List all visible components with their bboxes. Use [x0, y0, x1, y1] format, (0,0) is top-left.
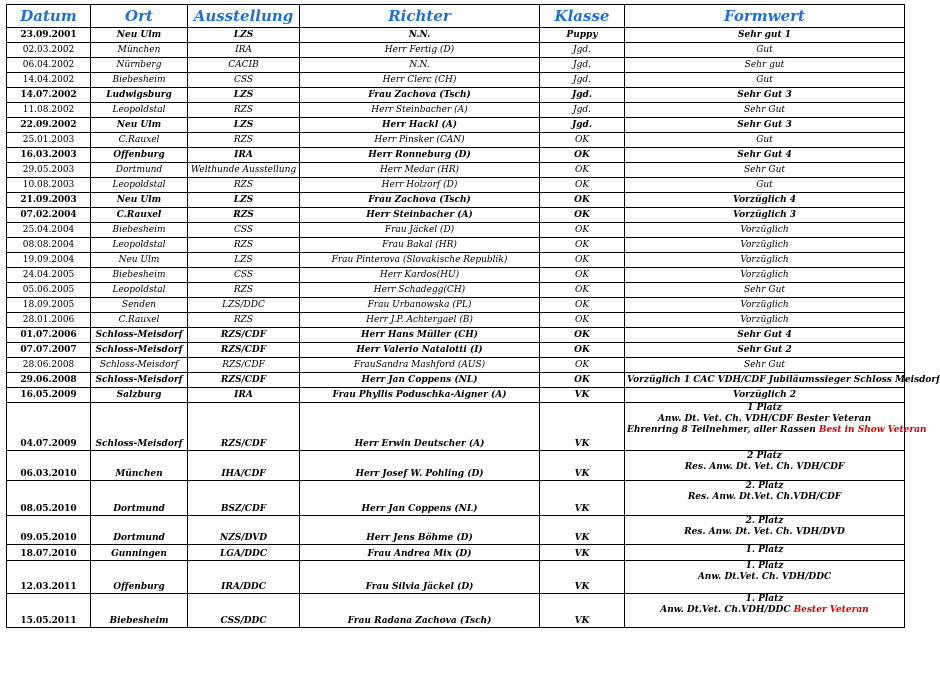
cell-klasse: OK [540, 358, 625, 373]
cell-ausstellung: Welthunde Ausstellung [188, 163, 300, 178]
cell-date: 29.05.2003 [7, 163, 91, 178]
cell-ausstellung: NZS/DVD [188, 516, 300, 545]
cell-formwert: Vorzüglich [625, 223, 905, 238]
cell-formwert: Gut [625, 43, 905, 58]
cell-richter: Herr Ronneburg (D) [300, 148, 540, 163]
formwert-text: Anw. Dt.Vet. Ch.VDH/DDC [660, 605, 791, 615]
cell-klasse: OK [540, 313, 625, 328]
cell-klasse: VK [540, 594, 625, 628]
cell-ort: Neu Ulm [91, 253, 188, 268]
formwert-text: Res. Anw. Dt. Vet. Ch. VDH/DVD [684, 527, 845, 537]
table-row [7, 118, 905, 133]
cell-date: 05.06.2005 [7, 283, 91, 298]
cell-date: 22.09.2002 [7, 118, 91, 133]
cell-ort: München [91, 451, 188, 481]
cell-richter: Herr Pinsker (CAN) [300, 133, 540, 148]
cell-date: 16.05.2009 [7, 388, 91, 403]
cell-ort: Biebesheim [91, 594, 188, 628]
cell-date: 09.05.2010 [7, 516, 91, 545]
cell-richter: Herr Hans Müller (CH) [300, 328, 540, 343]
table-row [7, 268, 905, 283]
cell-richter: N.N. [300, 58, 540, 73]
cell-richter: Herr Clerc (CH) [300, 73, 540, 88]
cell-ausstellung: CSS [188, 268, 300, 283]
cell-formwert [625, 594, 905, 628]
formwert-line [627, 403, 902, 414]
cell-richter: Frau Andrea Mix (D) [300, 545, 540, 561]
table-row [7, 298, 905, 313]
cell-ort: München [91, 43, 188, 58]
cell-date: 14.07.2002 [7, 88, 91, 103]
cell-klasse: OK [540, 268, 625, 283]
cell-date: 04.07.2009 [7, 403, 91, 451]
cell-ausstellung: RZS/CDF [188, 343, 300, 358]
cell-richter: N.N. [300, 28, 540, 43]
formwert-text: 2. Platz [745, 516, 784, 526]
formwert-line [627, 451, 902, 462]
formwert-text: 2 Platz [747, 451, 782, 461]
cell-richter: Herr Josef W. Pohling (D) [300, 451, 540, 481]
cell-richter: Frau Bakal (HR) [300, 238, 540, 253]
cell-ausstellung: LGA/DDC [188, 545, 300, 561]
table-row [7, 148, 905, 163]
cell-klasse: OK [540, 178, 625, 193]
table-row [7, 88, 905, 103]
formwert-text: Res. Anw. Dt. Vet. Ch. VDH/CDF [684, 462, 845, 472]
cell-formwert: Vorzüglich [625, 268, 905, 283]
cell-klasse: OK [540, 148, 625, 163]
cell-richter: Frau Radana Zachova (Tsch) [300, 594, 540, 628]
formwert-text: 1. Platz [745, 545, 784, 555]
cell-ausstellung: IHA/CDF [188, 451, 300, 481]
cell-ausstellung: LZS [188, 253, 300, 268]
header-ausstellung: Ausstellung [188, 5, 300, 28]
cell-richter: Frau Zachova (Tsch) [300, 193, 540, 208]
cell-ausstellung: RZS/CDF [188, 358, 300, 373]
cell-klasse: OK [540, 163, 625, 178]
cell-formwert: Vorzüglich [625, 298, 905, 313]
cell-klasse: OK [540, 343, 625, 358]
cell-ort: Schloss-Meisdorf [91, 343, 188, 358]
cell-klasse: Jgd. [540, 58, 625, 73]
formwert-line [627, 545, 902, 556]
cell-formwert [625, 451, 905, 481]
cell-klasse: OK [540, 193, 625, 208]
header-richter: Richter [300, 5, 540, 28]
formwert-text: 2. Platz [745, 481, 784, 491]
table-row [7, 73, 905, 88]
cell-klasse: Jgd. [540, 43, 625, 58]
cell-klasse: OK [540, 328, 625, 343]
cell-ausstellung: RZS [188, 283, 300, 298]
cell-ort: Biebesheim [91, 223, 188, 238]
cell-ort: Neu Ulm [91, 28, 188, 43]
table-row [7, 103, 905, 118]
cell-formwert: Sehr gut 1 [625, 28, 905, 43]
cell-richter: Frau Zachova (Tsch) [300, 88, 540, 103]
table-row [7, 561, 905, 594]
cell-ausstellung: CSS [188, 223, 300, 238]
cell-ort: Schloss-Meisdorf [91, 373, 188, 388]
cell-date: 25.01.2003 [7, 133, 91, 148]
table-row [7, 373, 905, 388]
table-row [7, 208, 905, 223]
cell-date: 28.06.2008 [7, 358, 91, 373]
cell-ort: Gunningen [91, 545, 188, 561]
header-formwert: Formwert [625, 5, 905, 28]
cell-klasse: OK [540, 283, 625, 298]
table-row [7, 481, 905, 516]
cell-richter: Herr Erwin Deutscher (A) [300, 403, 540, 451]
cell-ort: Neu Ulm [91, 118, 188, 133]
formwert-text: Anw. Dt.Vet. Ch. VDH/DDC [697, 572, 832, 582]
cell-date: 07.07.2007 [7, 343, 91, 358]
cell-date: 18.09.2005 [7, 298, 91, 313]
cell-richter: Herr Jens Böhme (D) [300, 516, 540, 545]
cell-ort: Leopoldstal [91, 238, 188, 253]
cell-ort: Leopoldstal [91, 103, 188, 118]
cell-klasse: Puppy [540, 28, 625, 43]
formwert-text: 1. Platz [745, 594, 784, 604]
cell-ort: Ludwigsburg [91, 88, 188, 103]
cell-ausstellung: CACIB [188, 58, 300, 73]
cell-date: 28.01.2006 [7, 313, 91, 328]
cell-formwert: Vorzüglich [625, 313, 905, 328]
formwert-line [627, 481, 902, 492]
cell-ort: Offenburg [91, 148, 188, 163]
cell-klasse: OK [540, 253, 625, 268]
cell-ort: Biebesheim [91, 73, 188, 88]
header-datum: Datum [7, 5, 91, 28]
cell-richter: Herr Holzorf (D) [300, 178, 540, 193]
cell-klasse: Jgd. [540, 118, 625, 133]
cell-ort: Leopoldstal [91, 283, 188, 298]
cell-formwert [625, 403, 927, 451]
formwert-text: Anw. Dt. Vet. Ch. VDH/CDF Bester Veteran [657, 414, 872, 424]
formwert-line [627, 462, 902, 473]
cell-ort: Senden [91, 298, 188, 313]
cell-klasse: VK [540, 561, 625, 594]
cell-klasse: OK [540, 223, 625, 238]
cell-klasse: Jgd. [540, 103, 625, 118]
cell-date: 15.05.2011 [7, 594, 91, 628]
table-row [7, 328, 905, 343]
cell-ausstellung: IRA [188, 43, 300, 58]
cell-ausstellung: LZS [188, 193, 300, 208]
cell-richter: Herr Fertig (D) [300, 43, 540, 58]
table-row [7, 516, 905, 545]
cell-ausstellung: RZS/CDF [188, 328, 300, 343]
cell-richter: FrauSandra Mashford (AUS) [300, 358, 540, 373]
cell-ausstellung: RZS [188, 103, 300, 118]
cell-klasse: Jgd. [540, 73, 625, 88]
table-row [7, 223, 905, 238]
cell-ausstellung: CSS/DDC [188, 594, 300, 628]
cell-ausstellung: BSZ/CDF [188, 481, 300, 516]
formwert-line [627, 414, 902, 425]
cell-ausstellung: RZS [188, 238, 300, 253]
formwert-text: Ehrenring 8 Teilnehmer, aller Rassen [627, 425, 816, 435]
cell-date: 08.05.2010 [7, 481, 91, 516]
cell-ort: Dortmund [91, 516, 188, 545]
cell-klasse: VK [540, 516, 625, 545]
cell-ausstellung: IRA [188, 388, 300, 403]
table-row [7, 238, 905, 253]
cell-formwert: Sehr Gut [625, 163, 905, 178]
cell-formwert: Sehr Gut 4 [625, 148, 905, 163]
table-row [7, 594, 905, 628]
cell-formwert [625, 561, 905, 594]
cell-richter: Herr Valerio Natalotti (I) [300, 343, 540, 358]
cell-klasse: OK [540, 238, 625, 253]
cell-klasse: VK [540, 403, 625, 451]
table-row [7, 193, 905, 208]
cell-date: 16.03.2003 [7, 148, 91, 163]
cell-formwert: Sehr Gut [625, 103, 905, 118]
cell-date: 29.06.2008 [7, 373, 91, 388]
cell-klasse: OK [540, 298, 625, 313]
cell-formwert: Vorzüglich 4 [625, 193, 905, 208]
table-row [7, 403, 905, 451]
cell-date: 07.02.2004 [7, 208, 91, 223]
table-row [7, 388, 905, 403]
cell-ausstellung: RZS [188, 313, 300, 328]
formwert-line [627, 572, 902, 583]
cell-date: 11.08.2002 [7, 103, 91, 118]
cell-date: 08.08.2004 [7, 238, 91, 253]
cell-formwert: Sehr Gut 4 [625, 328, 905, 343]
formwert-text: Res. Anw. Dt.Vet. Ch.VDH/CDF [687, 492, 842, 502]
header-row [7, 5, 905, 28]
cell-date: 10.08.2003 [7, 178, 91, 193]
table-row [7, 358, 905, 373]
cell-ausstellung: IRA/DDC [188, 561, 300, 594]
cell-formwert: Sehr gut [625, 58, 905, 73]
cell-ort: C.Rauxel [91, 208, 188, 223]
cell-formwert: Vorzüglich 1 CAC VDH/CDF Jubiläumssieger Schloss Meisdorf [625, 373, 905, 388]
cell-formwert: Gut [625, 133, 905, 148]
cell-date: 02.03.2002 [7, 43, 91, 58]
table-row [7, 178, 905, 193]
cell-ort: Leopoldstal [91, 178, 188, 193]
cell-formwert: Sehr Gut 3 [625, 118, 905, 133]
cell-ort: Offenburg [91, 561, 188, 594]
cell-ausstellung: LZS [188, 118, 300, 133]
cell-date: 19.09.2004 [7, 253, 91, 268]
cell-formwert: Sehr Gut 2 [625, 343, 905, 358]
cell-ausstellung: LZS/DDC [188, 298, 300, 313]
cell-ausstellung: RZS [188, 178, 300, 193]
cell-date: 12.03.2011 [7, 561, 91, 594]
cell-ort: Schloss-Meisdorf [91, 358, 188, 373]
cell-ausstellung: CSS [188, 73, 300, 88]
cell-formwert [625, 545, 905, 561]
table-row [7, 163, 905, 178]
cell-richter: Herr Medar (HR) [300, 163, 540, 178]
cell-ort: Dortmund [91, 481, 188, 516]
table-row [7, 313, 905, 328]
table-row [7, 343, 905, 358]
cell-ort: C.Rauxel [91, 313, 188, 328]
cell-richter: Frau Silvia Jäckel (D) [300, 561, 540, 594]
cell-formwert: Vorzüglich [625, 253, 905, 268]
header-ort: Ort [91, 5, 188, 28]
table-row [7, 43, 905, 58]
table-row [7, 58, 905, 73]
cell-klasse: OK [540, 373, 625, 388]
cell-klasse: VK [540, 451, 625, 481]
cell-ort: Schloss-Meisdorf [91, 328, 188, 343]
cell-date: 01.07.2006 [7, 328, 91, 343]
cell-formwert: Vorzüglich [625, 238, 905, 253]
formwert-line [627, 492, 902, 503]
cell-ausstellung: RZS [188, 208, 300, 223]
cell-klasse: VK [540, 388, 625, 403]
cell-formwert: Vorzüglich 3 [625, 208, 905, 223]
cell-date: 25.04.2004 [7, 223, 91, 238]
cell-richter: Herr Steinbacher (A) [300, 208, 540, 223]
cell-klasse: Jgd. [540, 88, 625, 103]
cell-richter: Herr Jan Coppens (NL) [300, 373, 540, 388]
table-row [7, 451, 905, 481]
cell-formwert: Gut [625, 178, 905, 193]
table-row [7, 545, 905, 561]
table-row [7, 283, 905, 298]
formwert-text: 1 Platz [747, 403, 782, 413]
cell-formwert: Sehr Gut [625, 358, 905, 373]
formwert-line [627, 425, 927, 436]
table-row [7, 28, 905, 43]
cell-ausstellung: LZS [188, 28, 300, 43]
cell-formwert: Sehr Gut [625, 283, 905, 298]
cell-formwert: Vorzüglich 2 [625, 388, 905, 403]
cell-ausstellung: LZS [188, 88, 300, 103]
results-table [6, 4, 940, 628]
cell-date: 24.04.2005 [7, 268, 91, 283]
cell-richter: Herr Steinbacher (A) [300, 103, 540, 118]
cell-formwert [625, 481, 905, 516]
cell-richter: Herr Hackl (A) [300, 118, 540, 133]
table-row [7, 253, 905, 268]
table-row [7, 133, 905, 148]
cell-date: 14.04.2002 [7, 73, 91, 88]
cell-formwert: Sehr Gut 3 [625, 88, 905, 103]
award-highlight: Bester Veteran [793, 605, 869, 615]
cell-klasse: VK [540, 481, 625, 516]
formwert-line [627, 527, 902, 538]
formwert-text: 1. Platz [745, 561, 784, 571]
cell-ausstellung: IRA [188, 148, 300, 163]
cell-richter: Frau Jäckel (D) [300, 223, 540, 238]
cell-ort: Dortmund [91, 163, 188, 178]
cell-ort: Salzburg [91, 388, 188, 403]
cell-ort: C.Rauxel [91, 133, 188, 148]
cell-date: 21.09.2003 [7, 193, 91, 208]
cell-klasse: OK [540, 133, 625, 148]
formwert-line [627, 516, 902, 527]
cell-richter: Frau Urbanowska (PL) [300, 298, 540, 313]
cell-date: 06.04.2002 [7, 58, 91, 73]
cell-ausstellung: RZS/CDF [188, 373, 300, 388]
formwert-line [627, 594, 902, 605]
cell-richter: Herr J.P. Achtergael (B) [300, 313, 540, 328]
cell-richter: Herr Jan Coppens (NL) [300, 481, 540, 516]
cell-richter: Frau Pinterova (Slovakische Republik) [300, 253, 540, 268]
header-klasse: Klasse [540, 5, 625, 28]
cell-date: 06.03.2010 [7, 451, 91, 481]
cell-ort: Schloss-Meisdorf [91, 403, 188, 451]
cell-date: 23.09.2001 [7, 28, 91, 43]
cell-date: 18.07.2010 [7, 545, 91, 561]
cell-ort: Nürnberg [91, 58, 188, 73]
cell-formwert [625, 516, 905, 545]
cell-richter: Herr Schadegg(CH) [300, 283, 540, 298]
cell-klasse: VK [540, 545, 625, 561]
formwert-line [627, 605, 902, 616]
cell-ort: Neu Ulm [91, 193, 188, 208]
cell-ausstellung: RZS/CDF [188, 403, 300, 451]
cell-richter: Herr Kardos(HU) [300, 268, 540, 283]
cell-formwert: Gut [625, 73, 905, 88]
formwert-line [627, 561, 902, 572]
cell-ort: Biebesheim [91, 268, 188, 283]
cell-klasse: OK [540, 208, 625, 223]
cell-richter: Frau Phyllis Poduschka-Aigner (A) [300, 388, 540, 403]
award-highlight: Best in Show Veteran [818, 425, 927, 435]
cell-ausstellung: RZS [188, 133, 300, 148]
